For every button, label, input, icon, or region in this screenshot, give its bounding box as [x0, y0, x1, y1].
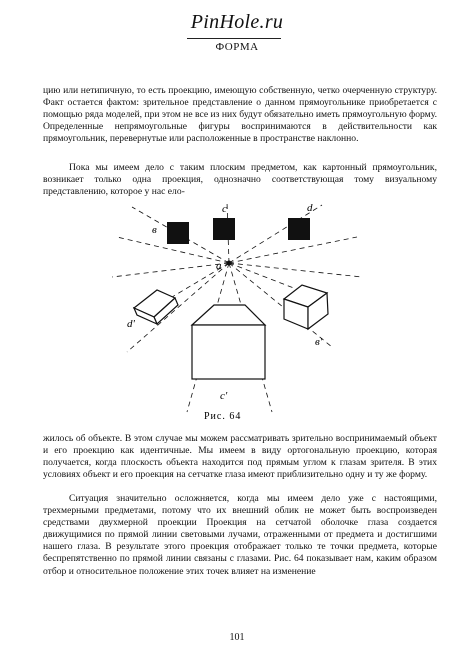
page-header: [0, 12, 474, 33]
projection-diagram: [112, 197, 362, 432]
eye-point-a: [227, 261, 232, 266]
square-d: [288, 218, 310, 240]
box-b-prime: [284, 285, 328, 329]
figure-caption: Рис. 64: [204, 411, 242, 422]
page-number: 101: [229, 632, 245, 643]
label-d-prime: d': [127, 318, 135, 330]
label-b-prime: в': [315, 336, 323, 348]
paragraph-4: Ситуация значительно осложняется, когда мы имеем дело уже с настоящими, трехмерными предметами, потому что их внешний облик не может быть воспроизведен средствами двухмерной проекции Проекция на сетчатой оболочке глаза создается движущимися по прямой линии световыми лучами, отраженными от предмета и достигшими нашего глаза. В результате этого проекция отображает только те точки предмета, которые беспрепятственно по прямой линии связаны с глазами. Рис. 64 показывает нам, каким образом отбор и относительное положение этих точек влияет на изменение: [43, 493, 437, 577]
paragraph-3: жилось об объекте. В этом случае мы можем рассматривать зрительно воспринимаемый объект и его проекцию как идентичные. Мы имеем в виду ортогональную проекцию, которая получается, когда плоскость объекта находится под прямым углом к глазам зрителя. В этих условиях объект и его проекция на сетчатке глаза имеют приблизительно одну и ту же форму.: [43, 433, 437, 481]
section-title: ФОРМА: [215, 41, 259, 53]
label-b: в: [152, 224, 157, 236]
label-a: a: [216, 260, 222, 272]
header-rule: [187, 38, 281, 39]
box-c-prime: [192, 305, 265, 379]
label-c: с: [222, 203, 227, 215]
label-c-prime: с': [220, 390, 228, 402]
box-d-prime: [134, 290, 178, 324]
square-c: [213, 218, 235, 240]
site-logo: PinHole.ru: [190, 11, 284, 33]
figure-64: [112, 197, 362, 432]
paragraph-1: цию или нетипичную, то есть проекцию, имеющую собственную, четко очерченную структуру. Факт остается фактом: зрительное представление о данном прямоугольнике приобретается с помощью ряда моделей, при этом не все из них будут обязательно иметь прямоугольную форму. Определенные непрямоугольные фигуры воспринимаются в действительности как прямоугольник, перевернутые или расположенные в пространстве наклонно.: [43, 85, 437, 145]
label-d: d: [307, 202, 313, 214]
square-b: [167, 222, 189, 244]
paragraph-2: Пока мы имеем дело с таким плоским предметом, как картонный прямоугольник, возникает только одна проекция, однозначно соответствующая тому визуальному представлению, которое у нас ело-: [43, 162, 437, 198]
